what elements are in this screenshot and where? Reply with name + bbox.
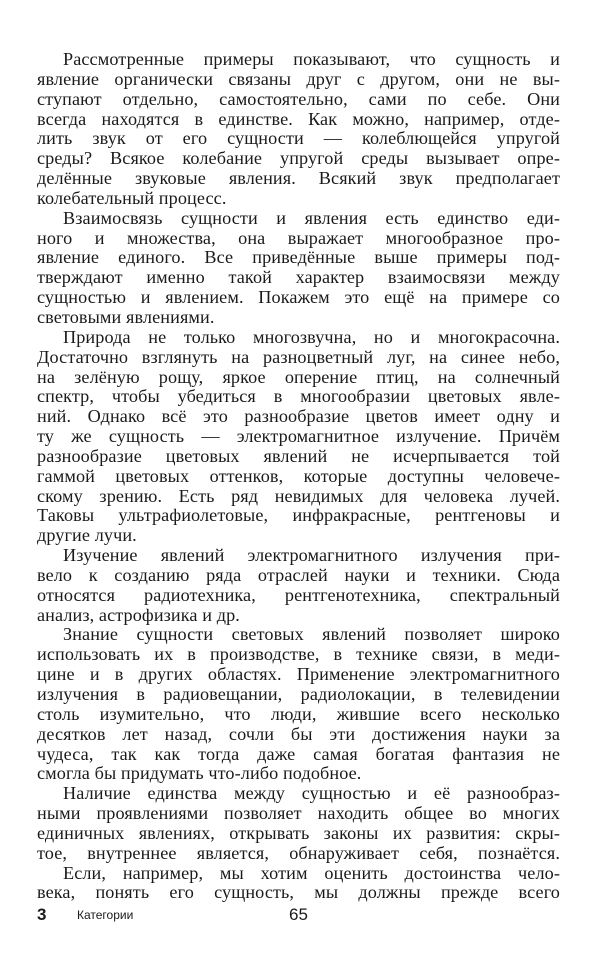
text-line: смогла бы придумать что-либо подобное. — [37, 763, 362, 784]
text-line: явление единого. Все приведённые выше примеры под- — [37, 247, 560, 268]
text-line: делённые звуковые явления. Всякий звук предполагает — [37, 168, 560, 189]
text-line: всегда находятся в единстве. Как можно, например, отде- — [37, 108, 560, 129]
text-line: Таковы ультрафиолетовые, инфракрасные, рентгеновы и — [37, 505, 560, 526]
paragraph-1 — [37, 50, 560, 209]
text-line: ступают отдельно, самостоятельно, сами по себе. Они — [37, 88, 560, 109]
text-line: на зелёную рощу, яркое оперение птиц, на солнечный — [37, 366, 560, 387]
text-line: излучения в радиовещании, радиолокации, в телевидении — [37, 684, 560, 704]
signature-number: 3 — [37, 905, 47, 924]
text-line: Рассмотренные примеры показывают, что сущность и — [63, 49, 560, 69]
paragraph-3 — [37, 328, 560, 546]
text-line: единичных явлениях, открывать законы их развития: скры- — [37, 822, 560, 843]
text-line: ту же сущность — электромагнитное излучение. Причём — [37, 426, 560, 447]
text-line: другие лучи. — [37, 525, 137, 546]
page-body — [37, 50, 560, 903]
text-line: Если, например, мы хотим оценить достоинства чело- — [63, 862, 560, 883]
text-line: использовать их в производстве, в технике связи, в меди- — [37, 644, 560, 665]
text-line: гаммой цветовых оттенков, которые доступны человече- — [37, 465, 560, 486]
text-line: Знание сущности световых явлений позволяет широко — [63, 624, 560, 645]
text-line: Наличие единства между сущностью и её разнообраз- — [63, 783, 560, 804]
signature-title: Категории — [77, 908, 134, 922]
paragraph-4 — [37, 546, 560, 625]
text-line: Природа не только многозвучна, но и многокрасочна. — [63, 326, 560, 347]
text-line: чудеса, так как тогда даже самая богатая фантазия не — [37, 743, 560, 764]
text-line: относятся радиотехника, рентгенотехника, спектральный — [37, 584, 560, 605]
text-line: Достаточно взглянуть на разноцветный луг, на синее небо, — [37, 346, 560, 367]
text-line: скому зрению. Есть ряд невидимых для человека лучей. — [37, 485, 560, 506]
text-line: Изучение явлений электромагнитного излучения при- — [63, 545, 560, 566]
text-line: анализ, астрофизика и др. — [37, 604, 240, 625]
text-line: цине и в других областях. Применение электромагнитного — [37, 664, 560, 685]
text-line: столь изумительно, что люди, жившие всего несколько — [37, 703, 560, 724]
page-number: 65 — [289, 905, 308, 924]
page-footer — [37, 905, 597, 929]
paragraph-2 — [37, 209, 560, 328]
paragraph-6 — [37, 784, 560, 863]
text-line: сущностью и явлением. Покажем это ещё на примере со — [37, 287, 560, 308]
text-line: ными проявлениями позволяет находить общее во многих — [37, 803, 560, 824]
text-line: века, понять его сущность, мы должны прежде всего — [37, 882, 560, 903]
text-line: тое, внутреннее является, обнаруживает себя, познаётся. — [37, 842, 560, 863]
text-line: спектр, чтобы убедиться в многообразии цветовых явле- — [37, 386, 560, 407]
text-line: лить звук от его сущности — колеблющейся упругой — [37, 128, 560, 149]
text-line: разнообразие цветовых явлений не исчерпывается той — [37, 445, 560, 466]
text-line: ний. Однако всё это разнообразие цветов имеет одну и — [37, 406, 560, 427]
paragraph-5 — [37, 625, 560, 784]
text-line: среды? Всякое колебание упругой среды вызывает опре- — [37, 148, 560, 169]
text-line: десятков лет назад, сочли бы эти достижения науки за — [37, 723, 560, 744]
text-line: вело к созданию ряда отраслей науки и техники. Сюда — [37, 564, 560, 585]
text-line: колебательный процесс. — [37, 187, 227, 208]
text-line: Взаимосвязь сущности и явления есть единство еди- — [63, 207, 560, 228]
text-line: световыми явлениями. — [37, 306, 215, 327]
text-line: тверждают именно такой характер взаимосвязи между — [37, 267, 560, 288]
text-line: явление органически связаны друг с другом, они не вы- — [37, 68, 560, 89]
paragraph-7 — [37, 864, 560, 904]
text-line: ного и множества, она выражает многообразное про- — [37, 227, 560, 248]
